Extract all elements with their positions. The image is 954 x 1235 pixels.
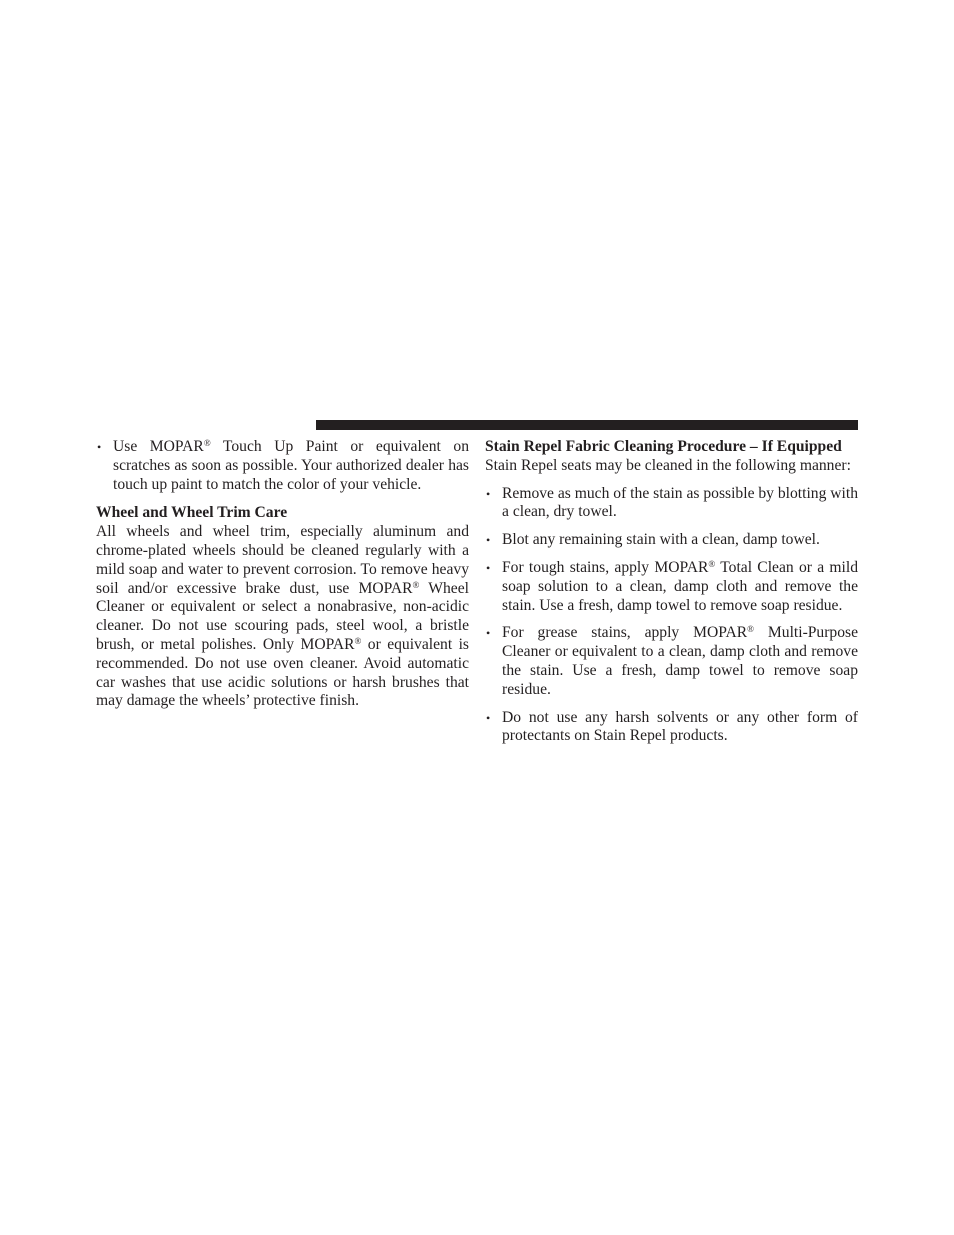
- list-item: [485, 624, 858, 699]
- registered-mark: ®: [203, 438, 211, 448]
- bullet-text: Use MOPAR® Touch Up Paint or equivalent on scratches as soon as possible. Your authorized dealer has touch up paint to match the color of your vehicle.: [113, 438, 469, 493]
- list-item: [485, 531, 858, 550]
- registered-mark: ®: [708, 558, 716, 569]
- bullet-dot: •: [486, 560, 491, 575]
- section-header-bar: [316, 420, 858, 430]
- bullet-dot: •: [486, 486, 491, 501]
- list-item: [485, 559, 858, 615]
- registered-mark: ®: [747, 624, 755, 635]
- right-column: [485, 438, 858, 746]
- left-column: [96, 438, 469, 711]
- bullet-dot: •: [97, 440, 102, 454]
- stain-bullet-list: [485, 485, 858, 747]
- wheel-care-heading: Wheel and Wheel Trim Care: [96, 504, 288, 522]
- bullet-dot: •: [486, 626, 491, 641]
- registered-mark: ®: [412, 579, 420, 590]
- bullet-text: Remove as much of the stain as possible by blotting with a clean, dry towel.: [502, 484, 859, 521]
- bullet-text: Do not use any harsh solvents or any other form of protectants on Stain Repel products.: [502, 708, 858, 745]
- bullet-text: For tough stains, apply MOPAR® Total Clean or a mild soap solution to a clean, damp cloth and remove the stain. Use a fresh, damp towel to remove soap residue.: [502, 558, 858, 614]
- bullet-dot: •: [486, 533, 491, 548]
- bullet-dot: •: [486, 710, 491, 725]
- bullet-touch-up-paint: [96, 438, 469, 494]
- bullet-text: For grease stains, apply MOPAR® Multi-Purpose Cleaner or equivalent to a clean, damp cloth and remove the stain. Use a fresh, damp towel to remove soap residue.: [502, 624, 859, 698]
- stain-repel-intro: Stain Repel seats may be cleaned in the following manner:: [485, 456, 851, 474]
- bullet-text: Blot any remaining stain with a clean, damp towel.: [502, 531, 820, 549]
- list-item: [485, 709, 858, 747]
- list-item: [485, 485, 858, 523]
- wheel-care-paragraph: All wheels and wheel trim, especially aluminum and chrome-plated wheels should be cleaned regularly with a mild soap and water to prevent corrosion. To remove heavy soil and/or excessive brake dust, use MOPAR® Wheel Cleaner or equivalent or select a nonabrasive, non-acidic cleaner. Do not use scouring pads, steel wool, a bristle brush, or metal polishes. Only MOPAR® or equivalent is recommended. Do not use oven cleaner. Avoid automatic car washes that use acidic solutions or harsh brushes that may damage the wheels’ protective finish.: [96, 523, 469, 710]
- stain-repel-heading: Stain Repel Fabric Cleaning Procedure – If Equipped: [485, 438, 842, 455]
- registered-mark: ®: [354, 635, 362, 646]
